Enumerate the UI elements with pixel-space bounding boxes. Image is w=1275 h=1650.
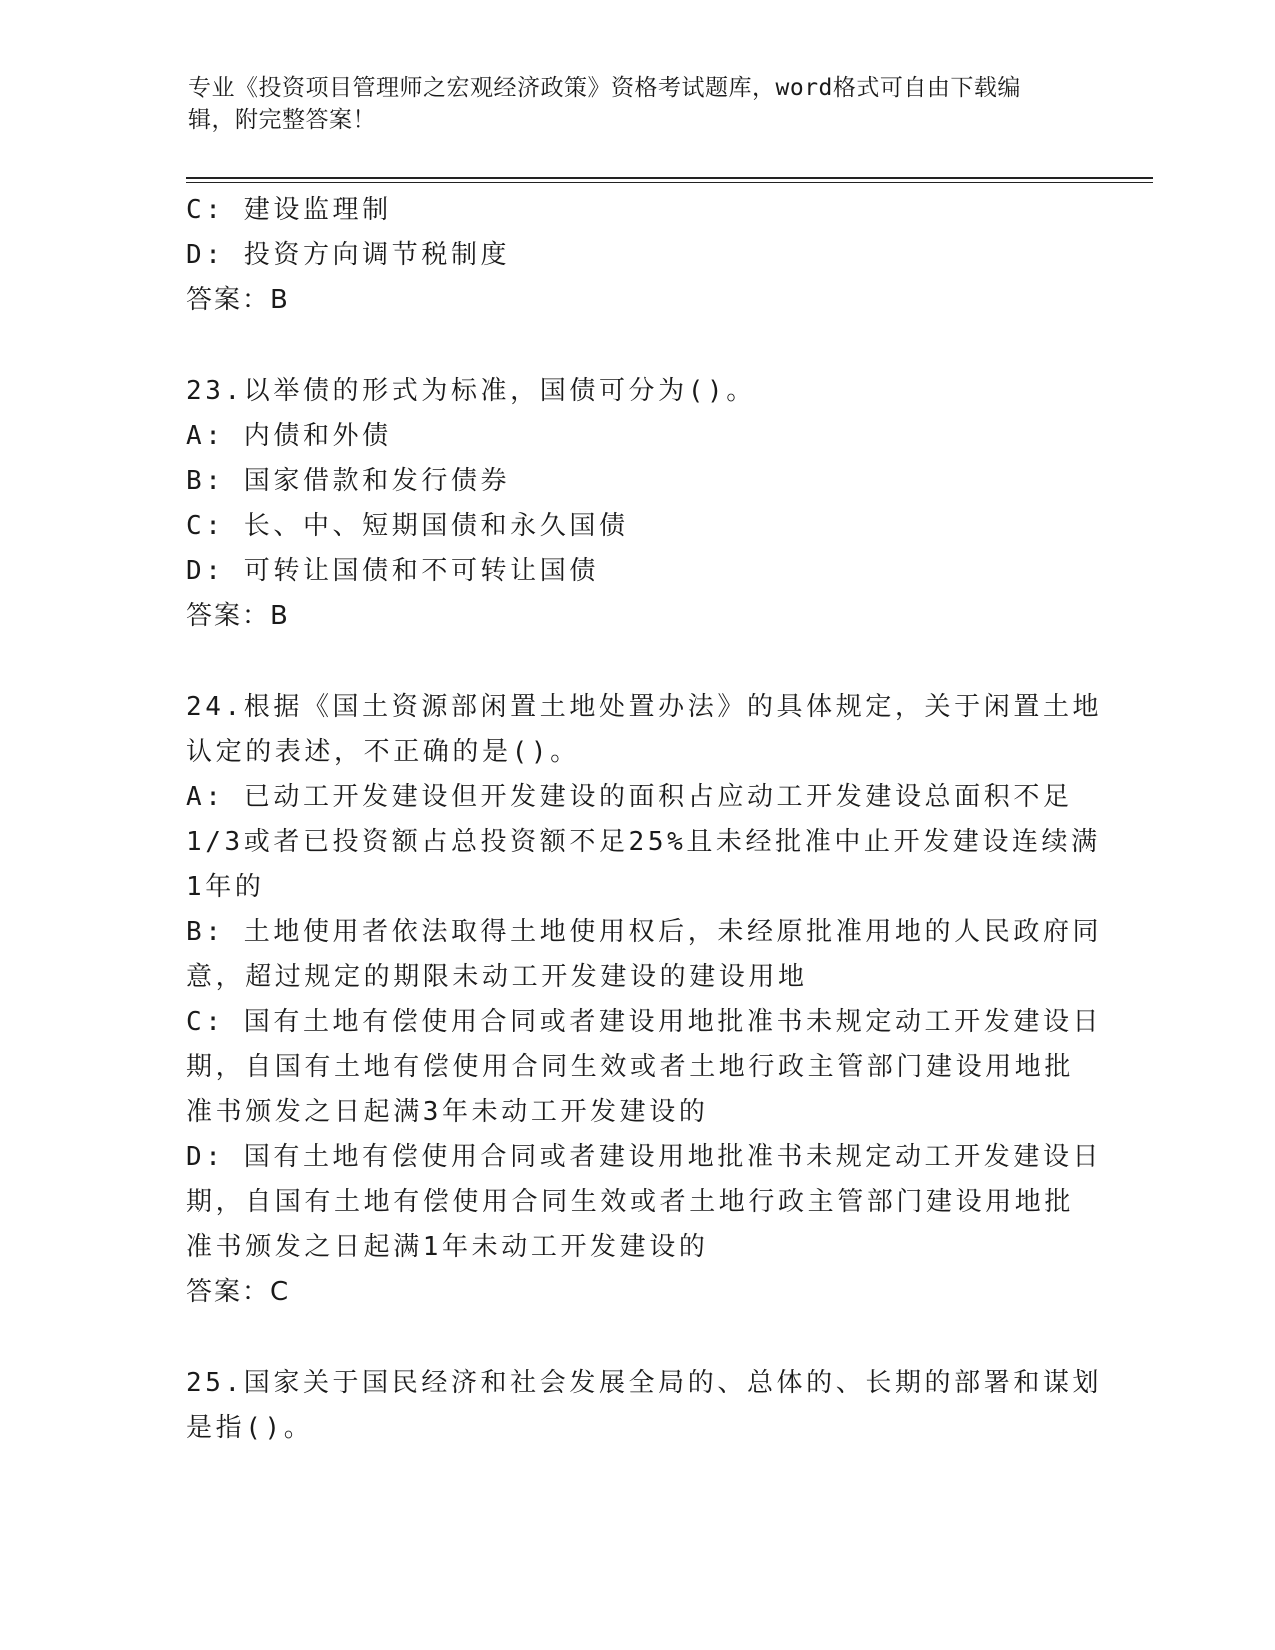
- question-22-continued: [186, 188, 1076, 323]
- answer: 答案：B: [186, 601, 290, 631]
- page-header: [188, 72, 1068, 136]
- option-b: B: 土地使用者依法取得土地使用权后，未经原批准用地的人民政府同: [186, 917, 1103, 947]
- option-a: 1/3或者已投资额占总投资额不足25%且未经批准中止开发建设连续满: [186, 827, 1101, 857]
- question-25: [186, 1361, 1103, 1451]
- option-a: A: 内债和外债: [186, 421, 392, 451]
- header-divider-thin: [186, 182, 1153, 183]
- question-stem: 24.根据《国土资源部闲置土地处置办法》的具体规定，关于闲置土地: [186, 692, 1103, 722]
- option-c: C: 建设监理制: [186, 195, 392, 225]
- question-24: [186, 685, 1103, 1315]
- answer: 答案：B: [186, 285, 290, 315]
- spacer: [186, 639, 1076, 685]
- option-d: D: 国有土地有偿使用合同或者建设用地批准书未规定动工开发建设日: [186, 1142, 1103, 1172]
- option-d: D: 投资方向调节税制度: [186, 240, 511, 270]
- option-c: 期，自国有土地有偿使用合同生效或者土地行政主管部门建设用地批: [186, 1052, 1075, 1082]
- option-c: C: 国有土地有偿使用合同或者建设用地批准书未规定动工开发建设日: [186, 1007, 1103, 1037]
- question-stem: 23.以举债的形式为标准，国债可分为()。: [186, 376, 756, 406]
- option-d: 准书颁发之日起满1年未动工开发建设的: [186, 1232, 709, 1262]
- option-c: C: 长、中、短期国债和永久国债: [186, 511, 629, 541]
- option-a: A: 已动工开发建设但开发建设的面积占应动工开发建设总面积不足: [186, 782, 1073, 812]
- document-body: [186, 188, 1103, 1451]
- header-line-1: 专业《投资项目管理师之宏观经济政策》资格考试题库，word格式可自由下载编: [188, 75, 1021, 101]
- option-b: B: 国家借款和发行债券: [186, 466, 511, 496]
- spacer: [186, 1315, 1076, 1361]
- question-stem: 认定的表述，不正确的是()。: [186, 737, 580, 767]
- option-a: 1年的: [186, 872, 265, 902]
- question-stem: 25.国家关于国民经济和社会发展全局的、总体的、长期的部署和谋划: [186, 1368, 1103, 1398]
- question-stem: 是指()。: [186, 1413, 314, 1443]
- question-23: [186, 369, 1076, 639]
- answer: 答案：C: [186, 1277, 291, 1307]
- option-b: 意，超过规定的期限未动工开发建设的建设用地: [186, 962, 808, 992]
- option-d: D: 可转让国债和不可转让国债: [186, 556, 599, 586]
- header-line-2: 辑，附完整答案！: [188, 107, 376, 133]
- spacer: [186, 323, 1076, 369]
- option-d: 期，自国有土地有偿使用合同生效或者土地行政主管部门建设用地批: [186, 1187, 1075, 1217]
- option-c: 准书颁发之日起满3年未动工开发建设的: [186, 1097, 709, 1127]
- header-divider: [186, 177, 1153, 179]
